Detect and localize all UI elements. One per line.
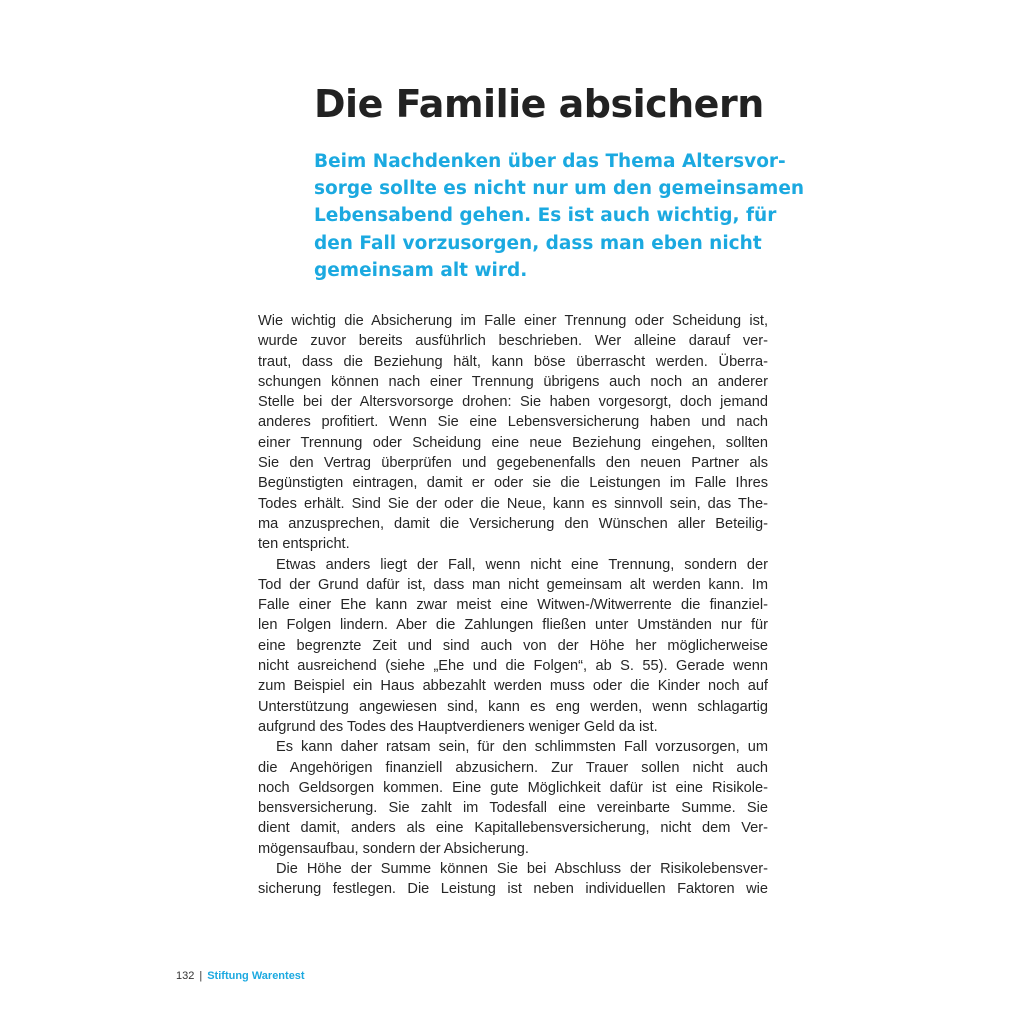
body-line: eine begrenzte Zeit und sind auch von der Höhe her möglicherweise <box>258 637 768 654</box>
lead-line: den Fall vorzusorgen, dass man eben nicht <box>314 232 762 254</box>
lead-line: sorge sollte es nicht nur um den gemeinsamen <box>314 178 805 200</box>
body-line: anderes profitiert. Wenn Sie eine Lebensversicherung haben und nach <box>258 414 768 431</box>
body-line: aufgrund des Todes des Hauptverdieners weniger Geld da ist. <box>258 718 658 735</box>
page-footer <box>176 970 305 982</box>
body-line: Es kann daher ratsam sein, für den schlimmsten Fall vorzusorgen, um <box>276 739 768 756</box>
publisher-name: Stiftung Warentest <box>207 970 305 982</box>
body-line: Tod der Grund dafür ist, dass man nicht gemeinsam alt werden kann. Im <box>258 576 768 593</box>
body-text <box>258 311 768 900</box>
body-line: Sie den Vertrag überprüfen und gegebenenfalls den neuen Partner als <box>258 455 768 472</box>
body-line: Todes erhält. Sind Sie der oder die Neue, kann es sinnvoll sein, das The- <box>258 495 768 512</box>
body-line: Begünstigten eintragen, damit er oder sie die Leistungen im Falle Ihres <box>258 475 768 492</box>
body-line: wurde zuvor bereits ausführlich beschrieben. Wer alleine darauf ver- <box>258 333 768 350</box>
body-line: Falle einer Ehe kann zwar meist eine Witwen-/Witwerrente die finanziel- <box>258 597 768 614</box>
body-line: ma anzusprechen, damit die Versicherung den Wünschen aller Beteilig- <box>258 515 768 532</box>
body-line: dient damit, anders als eine Kapitallebensversicherung, nicht dem Ver- <box>258 820 768 837</box>
body-line: Wie wichtig die Absicherung im Falle einer Trennung oder Scheidung ist, <box>258 313 768 329</box>
body-line: einer Trennung oder Scheidung eine neue Beziehung eingehen, sollten <box>258 434 768 451</box>
body-line: len Folgen lindern. Aber die Zahlungen fließen unter Umständen nur für <box>258 617 768 634</box>
body-line: die Angehörigen finanziell abzusichern. Zur Trauer sollen nicht auch <box>258 759 768 776</box>
body-line: zum Beispiel ein Haus abbezahlt werden muss oder die Kinder noch auf <box>258 678 768 695</box>
lead-paragraph <box>314 148 805 284</box>
body-line: mögensaufbau, sondern der Absicherung. <box>258 840 529 857</box>
body-line: Die Höhe der Summe können Sie bei Abschluss der Risikolebensver- <box>276 861 768 878</box>
body-line: noch Geldsorgen kommen. Eine gute Möglichkeit dafür ist eine Risikole- <box>258 779 768 796</box>
body-line: Unterstützung angewiesen sind, kann es eng werden, wenn schlagartig <box>258 698 768 715</box>
lead-line: Lebensabend gehen. Es ist auch wichtig, für <box>314 205 777 227</box>
body-line: Stelle bei der Altersvorsorge drohen: Sie haben vorgesorgt, doch jemand <box>258 394 768 411</box>
body-line: Etwas anders liegt der Fall, wenn nicht eine Trennung, sondern der <box>276 556 768 573</box>
body-line: ten entspricht. <box>258 536 350 553</box>
lead-line: Beim Nachdenken über das Thema Altersvor- <box>314 151 786 172</box>
footer-separator: | <box>199 970 203 982</box>
body-line: traut, dass die Beziehung hält, kann böse überrascht werden. Überra- <box>258 353 768 370</box>
body-line: bensversicherung. Sie zahlt im Todesfall eine vereinbarte Summe. Sie <box>258 800 768 817</box>
body-line: sicherung festlegen. Die Leistung ist neben individuellen Faktoren wie <box>258 881 768 898</box>
lead-line: gemeinsam alt wird. <box>314 259 528 281</box>
body-line: nicht ausreichend (siehe „Ehe und die Folgen“, ab S. 55). Gerade wenn <box>258 658 768 675</box>
body-line: schungen können nach einer Trennung übrigens auch noch an anderer <box>258 373 768 390</box>
page-title: Die Familie absichern <box>314 82 764 126</box>
page-number: 132 <box>176 970 195 982</box>
